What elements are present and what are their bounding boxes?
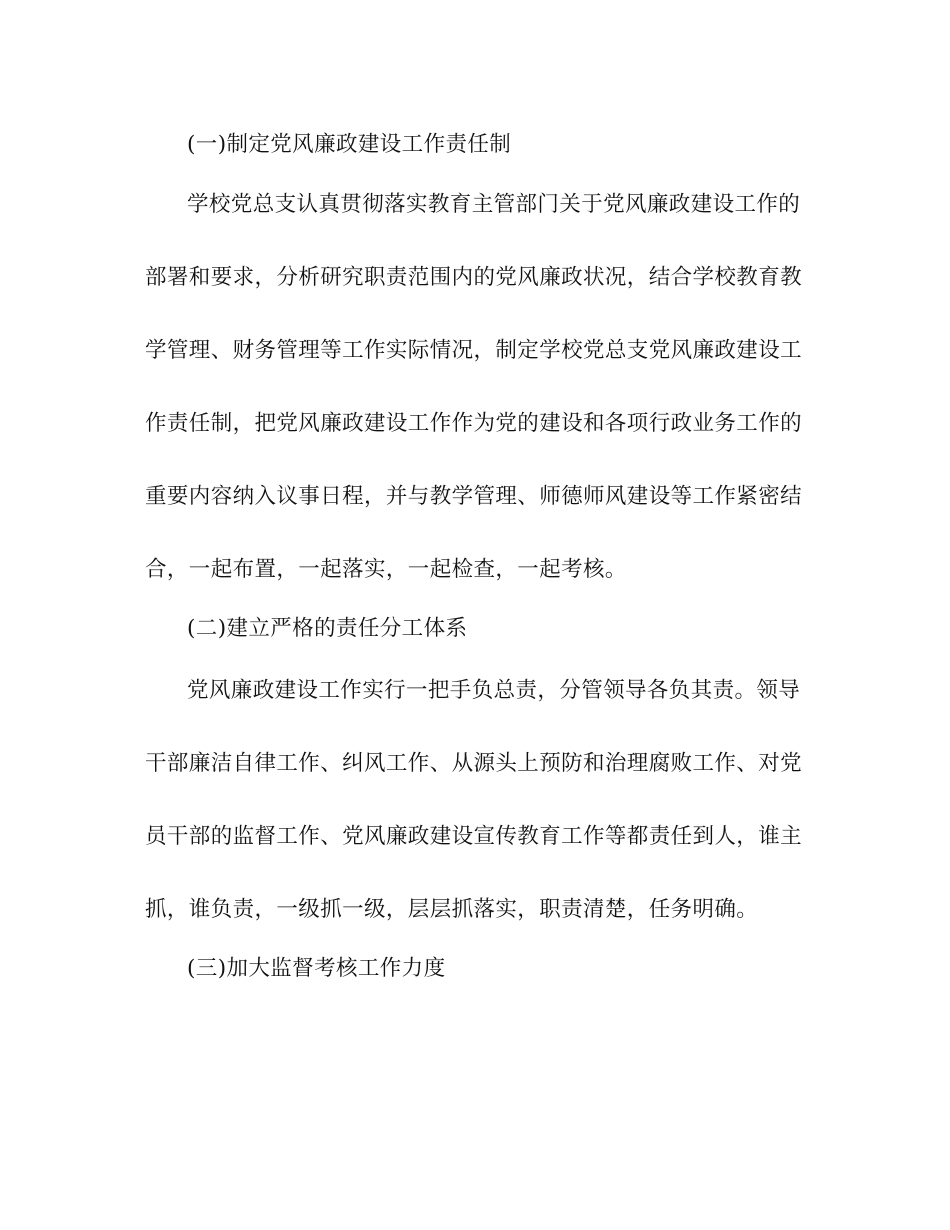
paragraph-line: 合，一起布置，一起落实，一起检查，一起考核。 [145, 557, 627, 582]
paragraph-line: 员干部的监督工作、党风廉政建设宣传教育工作等都责任到人，谁主 [145, 824, 803, 849]
paragraph-line: 抓，谁负责，一级抓一级，层层抓落实，职责清楚，任务明确。 [145, 897, 759, 922]
paragraph-line: 部署和要求，分析研究职责范围内的党风廉政状况，结合学校教育教 [145, 265, 803, 290]
paragraph-line: 作责任制，把党风廉政建设工作作为党的建设和各项行政业务工作的 [145, 411, 803, 436]
paragraph-line: 干部廉洁自律工作、纠风工作、从源头上预防和治理腐败工作、对党 [145, 751, 803, 776]
paragraph-line: 学管理、财务管理等工作实际情况，制定学校党总支党风廉政建设工 [145, 338, 803, 363]
paragraph-line: 重要内容纳入议事日程，并与教学管理、师德师风建设等工作紧密结 [145, 484, 803, 509]
section-heading-1: (一)制定党风廉政建设工作责任制 [187, 132, 512, 157]
paragraph-line: 学校党总支认真贯彻落实教育主管部门关于党风廉政建设工作的 [187, 192, 801, 217]
paragraph-line: 党风廉政建设工作实行一把手负总责，分管领导各负其责。领导 [187, 678, 801, 703]
section-heading-3: (三)加大监督考核工作力度 [187, 956, 446, 981]
section-heading-2: (二)建立严格的责任分工体系 [187, 616, 468, 641]
